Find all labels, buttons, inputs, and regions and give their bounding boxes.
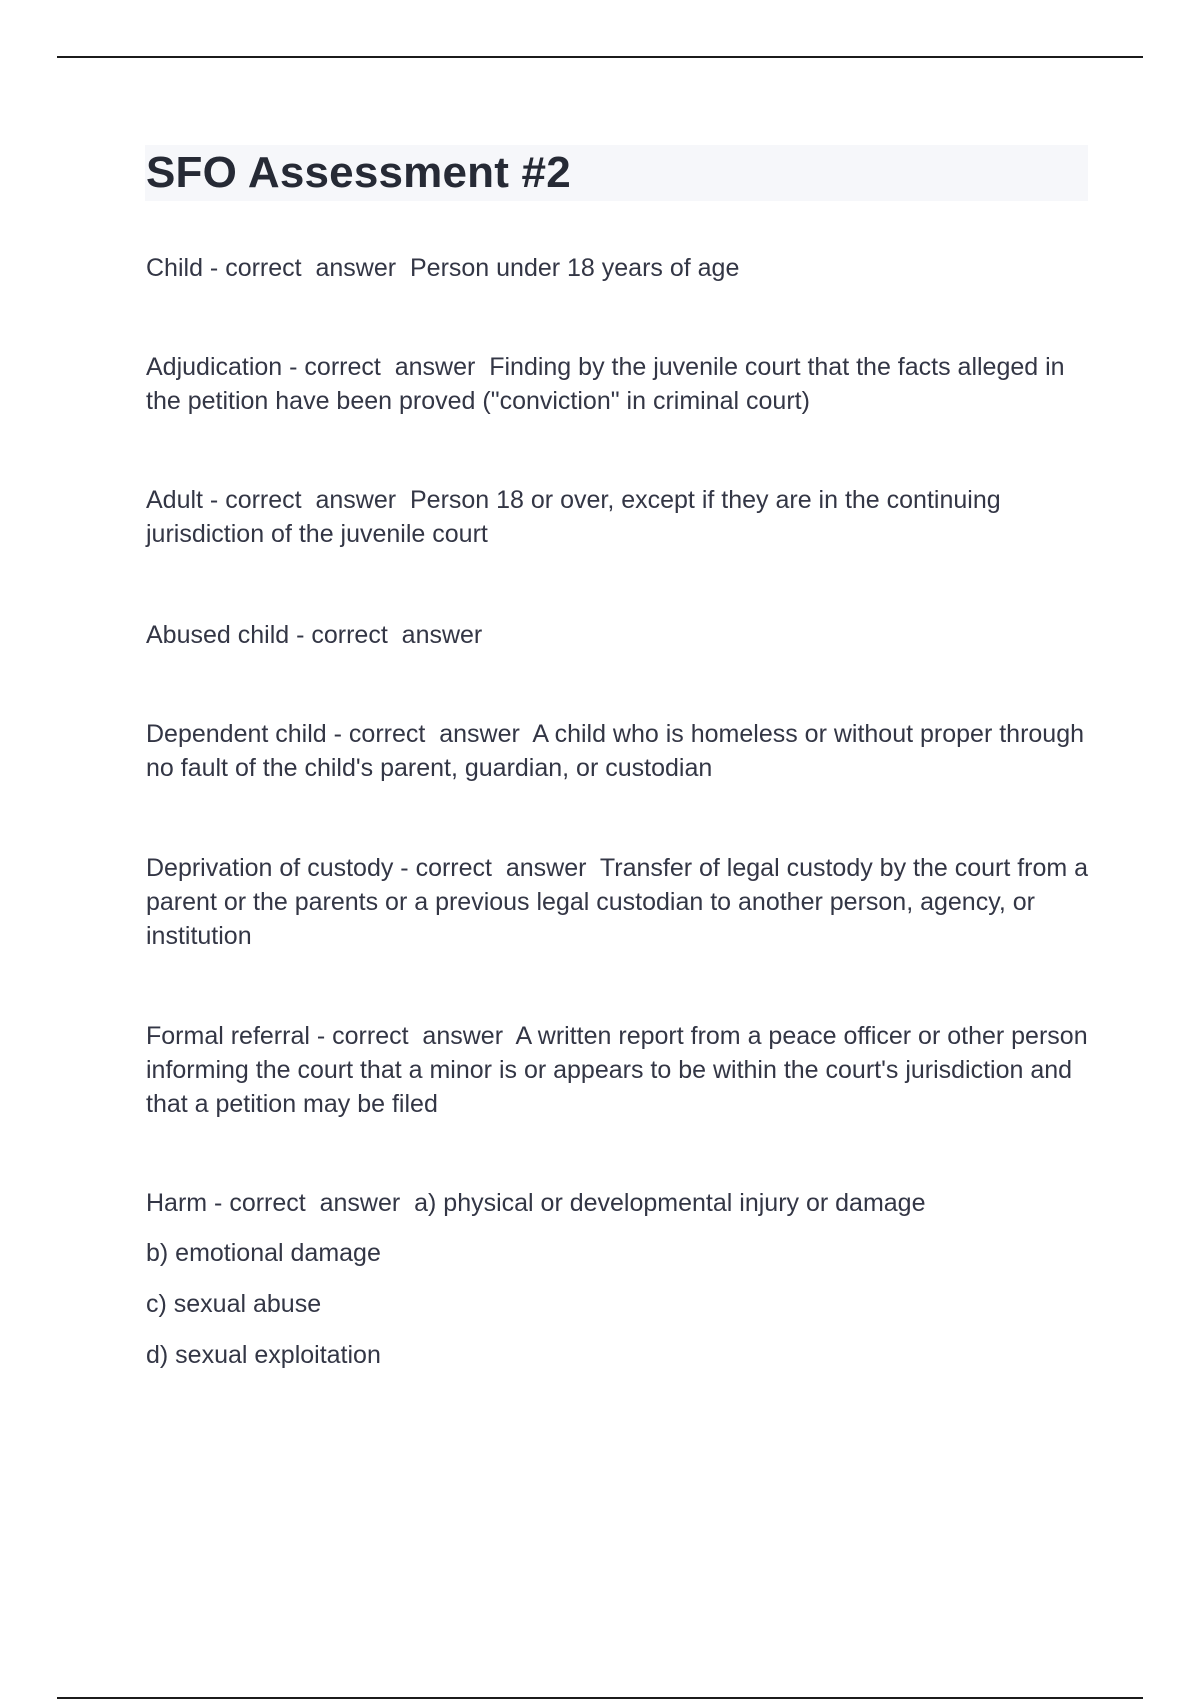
entry-term: Formal referral [146, 1022, 310, 1050]
harm-item: b) emotional damage [146, 1239, 381, 1267]
entry-definition: Person under 18 years of age [409, 254, 740, 282]
entry-definition: Finding by the juvenile court that the facts alleged in the petition have been proved ("conviction" in criminal court) [146, 353, 1072, 415]
entry-separator: - correct answer [326, 720, 533, 748]
entry-deprivation-of-custody [146, 851, 1096, 953]
entry-term: Harm [146, 1189, 208, 1217]
entry-harm [146, 1186, 1096, 1220]
entry-formal-referral [146, 1019, 1096, 1121]
entry-term: Adjudication [146, 353, 283, 381]
entry-separator: - correct answer [202, 254, 410, 282]
entry-term: Deprivation of custody [146, 854, 394, 882]
harm-item: c) sexual abuse [146, 1290, 322, 1318]
entry-separator: - correct answer [282, 353, 490, 381]
entry-separator: - correct answer [202, 486, 410, 514]
entry-term: Adult [146, 486, 203, 514]
entry-separator: - correct answer [393, 854, 600, 882]
bottom-rule [57, 1697, 1143, 1699]
entry-definition: a) physical or developmental injury or damage [414, 1189, 926, 1217]
entry-definition: A child who is homeless or without proper through no fault of the child's parent, guardian, or custodian [146, 720, 1091, 782]
entry-separator: - correct answer [309, 1022, 516, 1050]
entry-child [146, 251, 1096, 285]
entry-term: Child [146, 254, 203, 282]
entry-separator: - correct answer [207, 1189, 415, 1217]
entry-definition: A written report from a peace officer or other person informing the court that a minor is or appears to be within the court's jurisdiction and that a petition may be filed [146, 1022, 1095, 1118]
entry-term: Abused child [146, 621, 290, 649]
harm-item: d) sexual exploitation [146, 1341, 381, 1369]
entry-abused-child [146, 618, 1096, 652]
entry-adjudication [146, 350, 1096, 418]
top-rule [57, 56, 1143, 58]
entry-term: Dependent child [146, 720, 327, 748]
page-title: SFO Assessment #2 [146, 148, 571, 197]
entry-definition: Person 18 or over, except if they are in the continuing jurisdiction of the juvenile court [146, 486, 1008, 548]
entry-dependent-child [146, 717, 1096, 785]
entry-separator: - correct answer [289, 621, 497, 649]
entry-definition: Transfer of legal custody by the court from a parent or the parents or a previous legal custodian to another person, agency, or institution [146, 854, 1096, 950]
entry-adult [146, 483, 1096, 551]
